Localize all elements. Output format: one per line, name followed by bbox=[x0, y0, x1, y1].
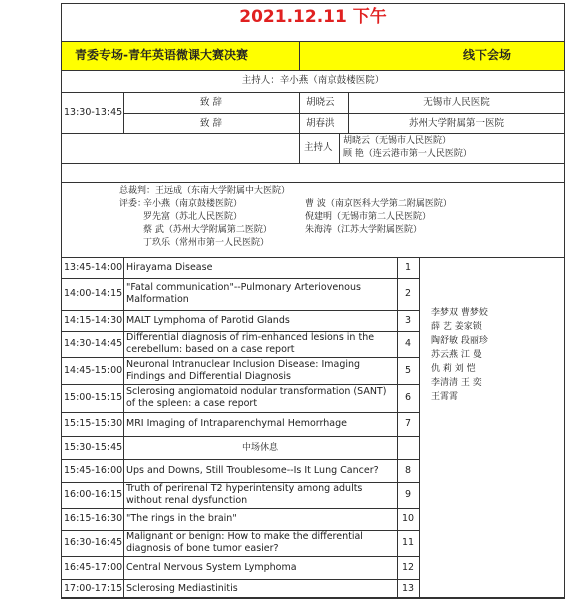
judge-left-2: 罗先富（苏北人民医院） bbox=[143, 212, 243, 222]
panel-member-7: 王霄霄 bbox=[431, 392, 459, 402]
talk-number: 6 bbox=[404, 392, 412, 403]
talk-time: 14:30-14:45 bbox=[64, 338, 123, 349]
talk-title: MALT Lymphoma of Parotid Glands bbox=[126, 315, 290, 326]
panel-member-4: 苏云燕 江 曼 bbox=[431, 350, 482, 360]
speech-label-2: 致 辞 bbox=[199, 118, 223, 129]
host-2: 顾 艳（连云港市第一人民医院） bbox=[343, 149, 472, 159]
talk-title: Truth of perirenal T2 hyperintensity among adults without renal dysfunction bbox=[126, 483, 363, 506]
talk-title: Neuronal Intranuclear Inclusion Disease: Imaging Findings and Differential Diagnosis bbox=[126, 359, 361, 382]
talk-time: 17:00-17:15 bbox=[64, 583, 123, 594]
talk-time: 16:15-16:30 bbox=[64, 513, 123, 524]
talk-time: 14:45-15:00 bbox=[64, 365, 123, 376]
talk-number: 2 bbox=[404, 288, 412, 299]
panel-member-2: 薛 艺 姜家锁 bbox=[431, 322, 482, 332]
panel-member-6: 李清清 王 奕 bbox=[431, 378, 482, 388]
panel-member-3: 陶舒敏 段丽珍 bbox=[431, 336, 488, 346]
speaker-org-1: 无锡市人民医院 bbox=[423, 97, 490, 108]
panel-label: 评委： bbox=[119, 199, 147, 209]
talk-number: 7 bbox=[404, 418, 412, 429]
talk-time: 15:00-15:15 bbox=[64, 392, 123, 403]
speaker-org-2: 苏州大学附属第一医院 bbox=[408, 118, 504, 129]
talk-time: 14:00-14:15 bbox=[64, 288, 123, 299]
judge-left-3: 蔡 武（苏州大学附属第二医院） bbox=[143, 225, 272, 235]
host-line: 主持人：辛小燕（南京鼓楼医院） bbox=[241, 75, 385, 86]
talk-number: 11 bbox=[401, 537, 415, 548]
talk-title: "The rings in the brain" bbox=[126, 513, 237, 524]
chief-judge: 总裁判：王远成（东南大学附属中大医院） bbox=[119, 186, 291, 196]
talk-number: 5 bbox=[404, 365, 412, 376]
date-title: 2021.12.11 下午 bbox=[239, 7, 387, 27]
venue-label: 线下会场 bbox=[463, 48, 512, 62]
session-title: 青委专场-青年英语微课大赛决赛 bbox=[75, 48, 248, 62]
talk-time: 15:45-16:00 bbox=[64, 465, 123, 476]
schedule-sheet bbox=[61, 3, 565, 598]
judge-left-4: 丁玖乐（常州市第一人民医院） bbox=[143, 238, 270, 248]
hosts-label: 主持人 bbox=[304, 142, 333, 153]
talk-title: Differential diagnosis of rim-enhanced lesions in the cerebellum: based on a case report bbox=[126, 332, 375, 355]
talk-title: Malignant or benign: How to make the differential diagnosis of bone tumor easier? bbox=[126, 531, 363, 554]
talk-time: 14:15-14:30 bbox=[64, 315, 123, 326]
talk-title: Hirayama Disease bbox=[126, 262, 213, 273]
talk-number: 3 bbox=[404, 315, 412, 326]
panel-member-1: 李梦双 曹梦姣 bbox=[431, 308, 488, 318]
talk-time: 16:00-16:15 bbox=[64, 489, 123, 500]
talk-time: 15:15-15:30 bbox=[64, 418, 123, 429]
talk-time: 16:45-17:00 bbox=[64, 562, 123, 573]
host-1: 胡晓云（无锡市人民医院） bbox=[343, 136, 452, 146]
speaker-name-1: 胡晓云 bbox=[306, 97, 335, 108]
talk-time: 13:45-14:00 bbox=[64, 262, 123, 273]
speaker-name-2: 胡春洪 bbox=[306, 118, 335, 129]
talk-number: 12 bbox=[401, 562, 415, 573]
talk-title: Central Nervous System Lymphoma bbox=[126, 562, 297, 573]
judge-right-1: 曹 波（南京医科大学第二附属医院） bbox=[305, 199, 452, 209]
opening-time: 13:30-13:45 bbox=[64, 107, 123, 118]
talk-title: MRI Imaging of Intraparenchymal Hemorrhage bbox=[126, 418, 347, 429]
talk-time: 15:30-15:45 bbox=[64, 442, 123, 453]
judge-right-3: 朱海涛（江苏大学附属医院） bbox=[305, 225, 423, 235]
talk-number: 9 bbox=[404, 489, 412, 500]
talk-number: 10 bbox=[401, 513, 415, 524]
talk-title: "Fatal communication"--Pulmonary Arteriovenous Malformation bbox=[126, 282, 361, 305]
talk-number: 13 bbox=[401, 583, 415, 594]
break-label: 中场休息 bbox=[241, 443, 278, 453]
talk-title: Ups and Downs, Still Troublesome--Is It Lung Cancer? bbox=[126, 465, 379, 476]
talk-number: 1 bbox=[404, 262, 412, 273]
speech-label-1: 致 辞 bbox=[199, 97, 223, 108]
talk-number: 8 bbox=[404, 465, 412, 476]
talk-time: 16:30-16:45 bbox=[64, 537, 123, 548]
panel-member-5: 仇 莉 刘 恺 bbox=[431, 364, 476, 374]
talk-title: Sclerosing Mediastinitis bbox=[126, 583, 238, 594]
judge-left-1: 辛小燕（南京鼓楼医院） bbox=[143, 199, 243, 209]
talk-title: Sclerosing angiomatoid nodular transformation (SANT) of the spleen: a case report bbox=[126, 386, 387, 409]
talk-number: 4 bbox=[404, 338, 412, 349]
judge-right-2: 倪建明（无锡市第二人民医院） bbox=[305, 212, 432, 222]
